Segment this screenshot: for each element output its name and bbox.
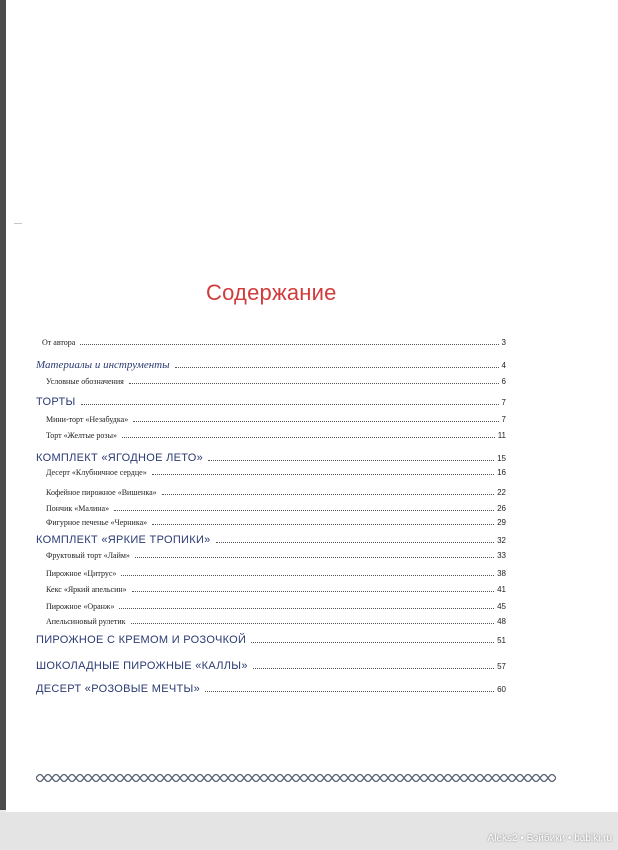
toc-section-page: 15 — [497, 454, 506, 463]
toc-section[interactable] — [36, 395, 506, 409]
leader-dots — [121, 566, 494, 576]
leader-dots — [152, 465, 494, 475]
toc-entry-label: Апельсиновый рулетик — [46, 617, 126, 626]
table-of-contents — [6, 0, 618, 850]
toc-section[interactable] — [36, 451, 506, 465]
toc-entry-label: От автора — [42, 338, 76, 347]
toc-section[interactable] — [36, 659, 506, 673]
toc-entry-page: 3 — [501, 338, 506, 347]
toc-entry[interactable] — [46, 515, 506, 529]
toc-section[interactable] — [36, 682, 506, 696]
toc-section-label: ПИРОЖНОЕ С КРЕМОМ И РОЗОЧКОЙ — [36, 634, 247, 646]
toc-entry[interactable] — [46, 501, 506, 515]
toc-section-page: 7 — [501, 398, 506, 407]
toc-entry-label: Пончик «Малина» — [46, 504, 110, 513]
book-page — [6, 0, 618, 850]
toc-entry-page: 38 — [497, 569, 506, 578]
toc-section[interactable] — [36, 633, 506, 647]
leader-dots — [152, 515, 494, 525]
toc-entry-label: Условные обозначения — [46, 377, 124, 386]
toc-section-label: Материалы и инструменты — [36, 359, 170, 371]
toc-entry[interactable] — [46, 374, 506, 388]
toc-entry-page: 41 — [497, 585, 506, 594]
toc-section-label: КОМПЛЕКТ «ЯГОДНОЕ ЛЕТО» — [36, 452, 204, 464]
toc-section-label: ТОРТЫ — [36, 396, 76, 408]
toc-entry-page: 33 — [497, 551, 506, 560]
toc-entry-page: 45 — [497, 602, 506, 611]
leader-dots — [132, 582, 494, 592]
leader-dots — [114, 501, 494, 511]
toc-entry[interactable] — [46, 412, 506, 426]
toc-section[interactable] — [36, 533, 506, 547]
leader-dots — [81, 395, 499, 405]
toc-entry[interactable] — [46, 485, 506, 499]
toc-entry-page: 6 — [501, 377, 506, 386]
toc-entry-page: 7 — [501, 415, 506, 424]
leader-dots — [205, 682, 494, 692]
leader-dots — [122, 428, 495, 438]
toc-entry-label: Фруктовый торт «Лайм» — [46, 551, 130, 560]
scan-bottom-edge — [0, 812, 618, 850]
leader-dots — [119, 599, 494, 609]
toc-section-page: 32 — [497, 536, 506, 545]
toc-entry-label: Торт «Желтые розы» — [46, 431, 117, 440]
toc-entry-label: Кекс «Яркий апельсин» — [46, 585, 127, 594]
toc-section-page: 57 — [497, 662, 506, 671]
toc-entry[interactable] — [46, 599, 506, 613]
leader-dots — [208, 451, 494, 461]
leader-dots — [135, 548, 494, 558]
toc-section-page: 4 — [501, 361, 506, 370]
toc-entry[interactable] — [42, 335, 506, 349]
leader-dots — [80, 335, 498, 345]
decorative-divider — [36, 772, 556, 784]
leader-dots — [129, 374, 499, 384]
toc-section-page: 51 — [497, 636, 506, 645]
toc-entry-label: Фигурное печенье «Черника» — [46, 518, 148, 527]
toc-section[interactable] — [36, 358, 506, 372]
leader-dots — [131, 614, 495, 624]
toc-entry-page: 22 — [497, 488, 506, 497]
toc-entry-page: 48 — [497, 617, 506, 626]
leader-dots — [251, 633, 494, 643]
toc-entry-label: Пирожное «Оранж» — [46, 602, 115, 611]
toc-section-label: ДЕСЕРТ «РОЗОВЫЕ МЕЧТЫ» — [36, 683, 201, 695]
page-title: Содержание — [206, 280, 337, 305]
leader-dots — [253, 659, 494, 669]
toc-entry-label: Пирожное «Цитрус» — [46, 569, 117, 578]
toc-section-label: КОМПЛЕКТ «ЯРКИЕ ТРОПИКИ» — [36, 534, 211, 546]
toc-entry[interactable] — [46, 582, 506, 596]
leader-dots — [133, 412, 498, 422]
toc-entry[interactable] — [46, 548, 506, 562]
leader-dots — [162, 485, 494, 495]
leader-dots — [175, 358, 499, 368]
toc-entry-page: 26 — [497, 504, 506, 513]
toc-entry-label: Мини-торт «Незабудка» — [46, 415, 129, 424]
leader-dots — [216, 533, 495, 543]
toc-entry[interactable] — [46, 428, 506, 442]
watermark: Aleks2 • Бэйбики • babiki.ru — [487, 833, 612, 844]
toc-entry[interactable] — [46, 614, 506, 628]
toc-entry[interactable] — [46, 566, 506, 580]
toc-section-page: 60 — [497, 685, 506, 694]
toc-entry-page: 29 — [497, 518, 506, 527]
toc-entry-label: Кофейное пирожное «Вишенка» — [46, 488, 157, 497]
toc-section-label: ШОКОЛАДНЫЕ ПИРОЖНЫЕ «КАЛЛЫ» — [36, 660, 248, 672]
toc-entry-page: 16 — [497, 468, 506, 477]
toc-entry-label: Десерт «Клубничное сердце» — [46, 468, 147, 477]
toc-entry[interactable] — [46, 465, 506, 479]
toc-entry-page: 11 — [497, 431, 506, 440]
